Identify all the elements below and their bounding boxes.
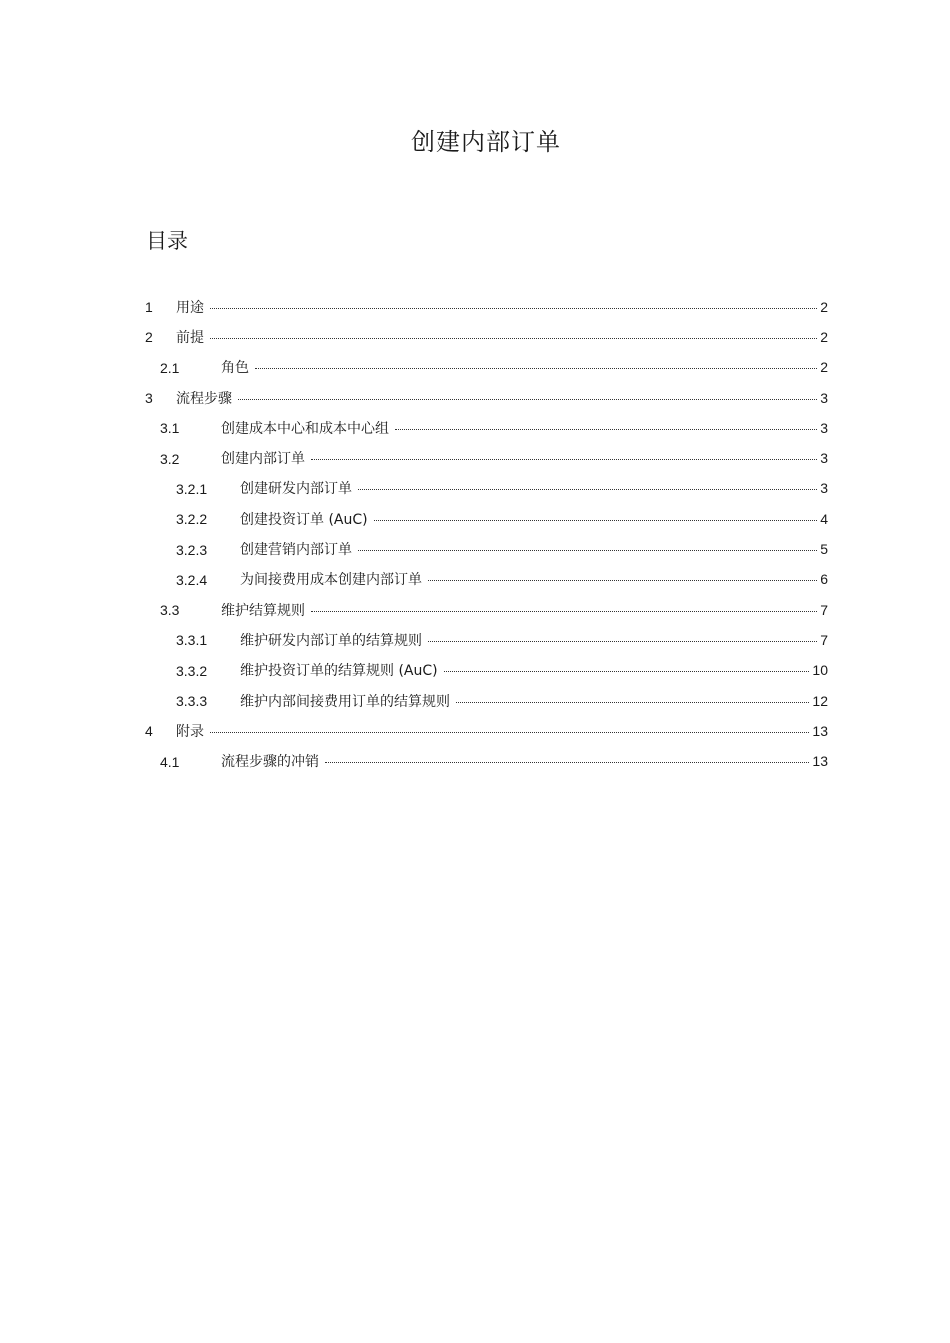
dot-leader — [428, 580, 817, 581]
toc-entry-title[interactable]: 角色 — [221, 360, 249, 377]
toc-entry-page[interactable]: 4 — [820, 510, 828, 527]
toc-entry-3-2-2[interactable] — [0, 504, 950, 534]
toc-entry-3-2-1[interactable] — [0, 474, 950, 504]
toc-entry-page[interactable]: 2 — [820, 298, 828, 315]
toc-entry-page[interactable]: 3 — [820, 419, 828, 436]
toc-entry-number: 3.2.3 — [176, 541, 208, 558]
toc-entry-number: 3.3.1 — [176, 632, 208, 649]
dot-leader — [444, 671, 810, 672]
toc-entry-number: 3.3.2 — [176, 662, 208, 679]
dot-leader — [358, 489, 817, 490]
toc-entry-page[interactable]: 3 — [820, 389, 828, 406]
toc-entry-title[interactable]: 创建成本中心和成本中心组 — [221, 420, 389, 437]
toc-entry-title[interactable]: 附录 — [176, 723, 204, 740]
toc-entry-number: 2.1 — [160, 359, 180, 376]
toc-entry-title[interactable]: 用途 — [176, 299, 204, 316]
toc-entry-page[interactable]: 3 — [820, 480, 828, 497]
toc-entry-page[interactable]: 10 — [812, 662, 828, 679]
toc-entry-number: 3.2 — [160, 450, 180, 467]
toc-entry-3[interactable] — [0, 383, 950, 413]
toc-entry-title[interactable]: 维护研发内部订单的结算规则 — [240, 632, 422, 649]
toc-entry-number: 3.3.3 — [176, 693, 208, 709]
toc-entry-title[interactable]: 维护内部间接费用订单的结算规则 — [240, 693, 450, 710]
dot-leader — [210, 338, 817, 339]
toc-entry-3-2[interactable] — [0, 443, 950, 473]
toc-entry-page[interactable]: 7 — [820, 631, 828, 648]
toc-entry-3-3-2[interactable] — [0, 656, 950, 686]
toc-entry-page[interactable]: 7 — [820, 601, 828, 618]
toc-entry-title[interactable]: 为间接费用成本创建内部订单 — [240, 572, 422, 589]
toc-entry-number: 3.2.4 — [176, 571, 208, 588]
dot-leader — [428, 641, 817, 642]
toc-entry-4-1[interactable] — [0, 746, 950, 776]
toc-entry-3-3-3[interactable] — [0, 686, 950, 716]
toc-entry-title[interactable]: 流程步骤的冲销 — [221, 754, 319, 771]
toc-entry-page[interactable]: 12 — [812, 692, 828, 709]
toc-entry-page[interactable]: 6 — [820, 571, 828, 588]
dot-leader — [325, 762, 809, 763]
toc-entry-number: 4 — [145, 723, 153, 740]
dot-leader — [358, 550, 817, 551]
toc-entry-title[interactable]: 维护结算规则 — [221, 602, 305, 619]
toc-entry-page[interactable]: 2 — [820, 359, 828, 376]
dot-leader — [395, 429, 817, 430]
toc-entry-number: 3.2.1 — [176, 480, 208, 497]
dot-leader — [238, 399, 817, 400]
toc-entry-number: 3.3 — [160, 602, 180, 619]
toc-entry-title[interactable]: 创建投资订单 (AuC) — [240, 511, 368, 528]
toc-entry-number: 1 — [145, 299, 153, 316]
table-of-contents — [0, 292, 950, 777]
toc-entry-page[interactable]: 3 — [820, 450, 828, 467]
toc-entry-3-3-1[interactable] — [0, 625, 950, 655]
toc-heading: 目录 — [146, 229, 188, 253]
toc-entry-title[interactable]: 创建研发内部订单 — [240, 481, 352, 498]
dot-leader — [255, 368, 817, 369]
toc-entry-number: 3.2.2 — [176, 511, 208, 528]
toc-entry-number: 3 — [145, 390, 153, 407]
dot-leader — [210, 732, 809, 733]
toc-entry-title[interactable]: 前提 — [176, 329, 204, 346]
toc-entry-4[interactable] — [0, 716, 950, 746]
dot-leader — [456, 702, 809, 703]
toc-entry-title[interactable]: 维护投资订单的结算规则 (AuC) — [240, 663, 438, 680]
toc-entry-3-1[interactable] — [0, 413, 950, 443]
toc-entry-3-3[interactable] — [0, 595, 950, 625]
toc-entry-1[interactable] — [0, 292, 950, 322]
toc-entry-title[interactable]: 流程步骤 — [176, 390, 232, 407]
document-title: 创建内部订单 — [411, 128, 561, 156]
toc-entry-page[interactable]: 5 — [820, 541, 828, 558]
toc-entry-title[interactable]: 创建内部订单 — [221, 451, 305, 468]
toc-entry-2[interactable] — [0, 322, 950, 352]
toc-entry-page[interactable]: 13 — [812, 753, 828, 770]
toc-entry-number: 3.1 — [160, 420, 180, 437]
toc-entry-page[interactable]: 2 — [820, 328, 828, 345]
dot-leader — [311, 459, 817, 460]
toc-entry-2-1[interactable] — [0, 353, 950, 383]
dot-leader — [374, 520, 818, 521]
toc-entry-number: 2 — [145, 329, 153, 346]
dot-leader — [311, 611, 817, 612]
toc-entry-3-2-3[interactable] — [0, 534, 950, 564]
toc-entry-number: 4.1 — [160, 753, 180, 770]
toc-entry-3-2-4[interactable] — [0, 565, 950, 595]
toc-entry-title[interactable]: 创建营销内部订单 — [240, 542, 352, 559]
dot-leader — [210, 308, 817, 309]
toc-entry-page[interactable]: 13 — [812, 722, 828, 739]
